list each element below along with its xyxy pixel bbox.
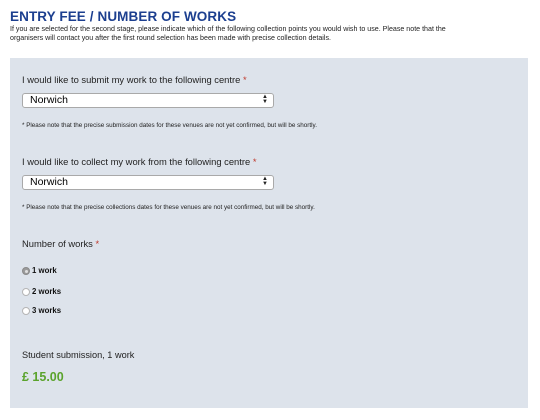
works-option-1[interactable] bbox=[22, 266, 57, 275]
required-mark: * bbox=[242, 74, 247, 85]
works-option-label: 3 works bbox=[32, 306, 62, 315]
collect-centre-note: * Please note that the precise collections dates for these venues are not yet confirmed, but will be shortly. bbox=[22, 204, 315, 211]
number-of-works-label bbox=[22, 238, 99, 249]
submit-centre-label-text: I would like to submit my work to the following centre bbox=[22, 74, 241, 85]
works-option-2[interactable] bbox=[22, 287, 61, 296]
intro-line-2: organisers will contact you after the first round selection has been made with precise collection details. bbox=[10, 33, 331, 42]
collect-centre-label bbox=[22, 156, 256, 167]
form-panel bbox=[10, 58, 528, 408]
submit-centre-selected-value: Norwich bbox=[30, 94, 68, 106]
submit-centre-note: * Please note that the precise submission dates for these venues are not yet confirmed, but will be shortly. bbox=[22, 122, 317, 129]
submit-centre-label bbox=[22, 74, 247, 85]
intro-text bbox=[10, 25, 530, 42]
collect-centre-select[interactable] bbox=[22, 175, 274, 190]
entry-fee-price: £ 15.00 bbox=[22, 370, 64, 384]
collect-centre-label-text: I would like to collect my work from the following centre bbox=[22, 156, 251, 167]
intro-line-1: If you are selected for the second stage, please indicate which of the following collection points you would wish to use. Please note that the bbox=[10, 25, 446, 33]
section-header bbox=[0, 0, 540, 42]
required-mark: * bbox=[95, 238, 100, 249]
works-option-label: 2 works bbox=[32, 287, 62, 296]
radio-button[interactable] bbox=[22, 288, 30, 296]
select-updown-arrow-icon: ▲ ▼ bbox=[262, 94, 268, 105]
radio-button[interactable] bbox=[22, 307, 30, 315]
required-mark: * bbox=[252, 156, 257, 167]
works-option-3[interactable] bbox=[22, 306, 61, 315]
submit-centre-select[interactable] bbox=[22, 93, 274, 108]
page-title: ENTRY FEE / NUMBER OF WORKS bbox=[10, 9, 237, 24]
number-of-works-label-text: Number of works bbox=[22, 238, 93, 249]
select-updown-arrow-icon: ▲ ▼ bbox=[262, 176, 268, 187]
submission-summary: Student submission, 1 work bbox=[22, 350, 135, 360]
radio-button-checked[interactable] bbox=[22, 267, 30, 275]
collect-centre-selected-value: Norwich bbox=[30, 176, 68, 188]
works-option-label: 1 work bbox=[32, 266, 57, 275]
